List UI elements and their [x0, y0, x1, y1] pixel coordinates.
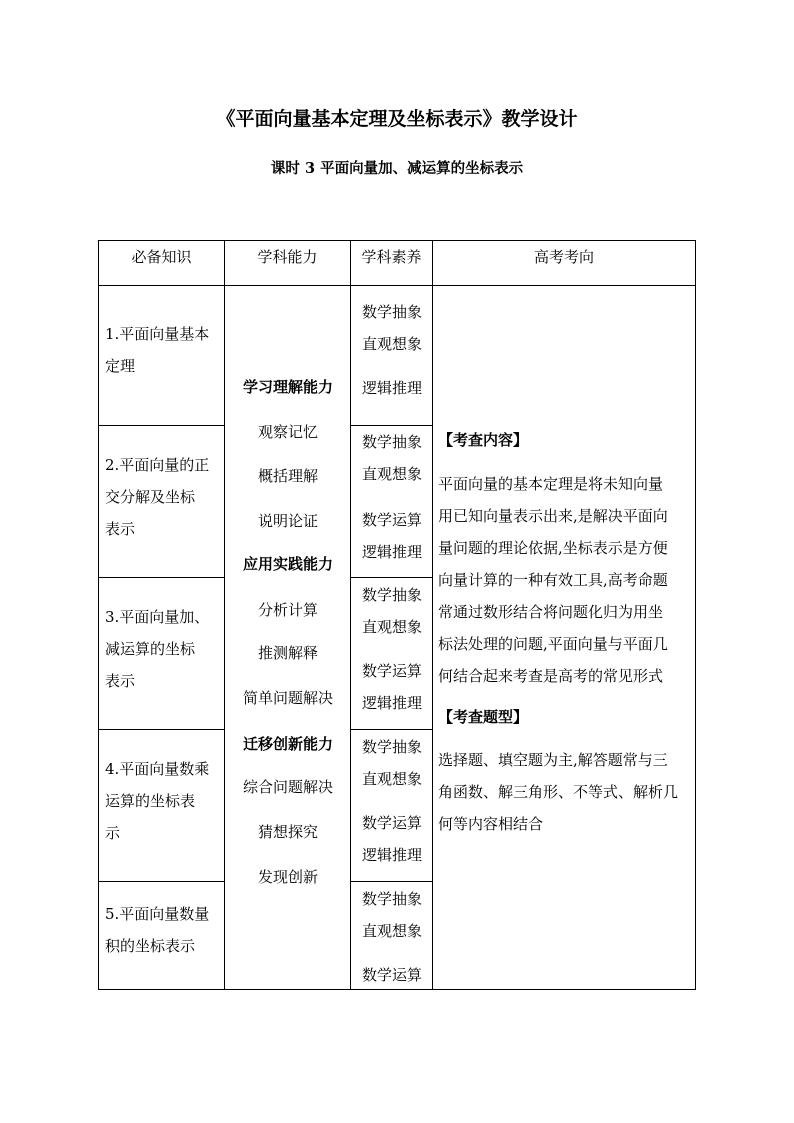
- ability-item: 概括理解: [257, 467, 318, 485]
- lesson-subtitle: 课时 3 平面向量加、减运算的坐标表示: [270, 160, 524, 177]
- knowledge-row-divider: [98, 881, 225, 882]
- exam-type-text: [438, 744, 692, 840]
- exam-type-line: 何等内容相结合: [438, 815, 544, 833]
- exam-type-heading: 【考查题型】: [438, 708, 529, 726]
- ability-item: 分析计算: [257, 601, 318, 619]
- exam-content-line: 量问题的理论依据,坐标表示是方便: [438, 539, 668, 557]
- ability-item: 推测解释: [257, 644, 318, 662]
- knowledge-line: 定理: [105, 357, 136, 375]
- literacy-item: 数学运算: [361, 814, 422, 832]
- exam-content-line: 常通过数形结合将问题化归为用坐: [438, 603, 664, 621]
- knowledge-line: 5.平面向量数量: [105, 905, 210, 923]
- literacy-item: 数学运算: [361, 966, 422, 984]
- ability-item: 发现创新: [257, 868, 318, 886]
- document-title: 《平面向量基本定理及坐标表示》教学设计: [216, 108, 578, 130]
- ability-item: 迁移创新能力: [242, 735, 333, 753]
- knowledge-line: 示: [105, 824, 121, 842]
- knowledge-line: 交分解及坐标: [105, 488, 196, 506]
- literacy-item: 数学抽象: [361, 586, 422, 604]
- knowledge-line: 运算的坐标表: [105, 792, 196, 810]
- exam-content-line: 用已知向量表示出来,是解决平面向: [438, 507, 668, 525]
- exam-type-line: 角函数、解三角形、不等式、解析几: [438, 783, 679, 801]
- literacy-row-divider: [350, 425, 433, 426]
- knowledge-line: 表示: [105, 672, 136, 690]
- ability-item: 学习理解能力: [242, 378, 333, 396]
- knowledge-line: 减运算的坐标: [105, 640, 196, 658]
- table-border-top: [98, 240, 696, 241]
- table-border-right: [695, 240, 696, 990]
- header-literacy: 学科素养: [361, 248, 422, 266]
- knowledge-line: 表示: [105, 520, 136, 538]
- exam-type-line: 选择题、填空题为主,解答题常与三: [438, 751, 668, 769]
- literacy-item: 逻辑推理: [361, 846, 422, 864]
- literacy-item: 逻辑推理: [361, 694, 422, 712]
- knowledge-row-divider: [98, 577, 225, 578]
- ability-item: 综合问题解决: [242, 778, 333, 796]
- literacy-item: 直观想象: [361, 465, 422, 483]
- exam-content-heading: 【考查内容】: [438, 431, 529, 449]
- knowledge-line: 3.平面向量加、: [105, 608, 210, 626]
- column-divider-3: [432, 240, 433, 990]
- literacy-item: 数学运算: [361, 511, 422, 529]
- header-knowledge: 必备知识: [131, 248, 192, 266]
- literacy-item: 直观想象: [361, 335, 422, 353]
- literacy-item: 直观想象: [361, 618, 422, 636]
- knowledge-line: 4.平面向量数乘: [105, 760, 210, 778]
- table-border-bottom: [98, 989, 696, 990]
- literacy-item: 逻辑推理: [361, 379, 422, 397]
- header-exam: 高考考向: [533, 248, 594, 266]
- literacy-item: 数学抽象: [361, 433, 422, 451]
- ability-item: 猜想探究: [257, 823, 318, 841]
- column-divider-2: [350, 240, 351, 990]
- column-divider-1: [224, 240, 225, 990]
- knowledge-item-1: [105, 318, 219, 382]
- exam-content-line: 向量计算的一种有效工具,高考命题: [438, 571, 668, 589]
- knowledge-item-5: [105, 898, 219, 962]
- knowledge-row-divider: [98, 425, 225, 426]
- exam-content-line: 何结合起来考查是高考的常见形式: [438, 667, 664, 685]
- ability-item: 观察记忆: [257, 423, 318, 441]
- literacy-item: 数学抽象: [361, 738, 422, 756]
- ability-item: 说明论证: [257, 512, 318, 530]
- literacy-row-divider: [350, 881, 433, 882]
- exam-content-text: [438, 468, 692, 692]
- ability-item: 应用实践能力: [242, 555, 333, 573]
- knowledge-line: 1.平面向量基本: [105, 325, 210, 343]
- knowledge-row-divider: [98, 729, 225, 730]
- knowledge-item-2: [105, 449, 219, 545]
- literacy-row-divider: [350, 577, 433, 578]
- literacy-item: 逻辑推理: [361, 543, 422, 561]
- literacy-item: 直观想象: [361, 770, 422, 788]
- literacy-row-divider: [350, 729, 433, 730]
- exam-content-line: 标法处理的问题,平面向量与平面几: [438, 635, 668, 653]
- knowledge-line: 2.平面向量的正: [105, 456, 210, 474]
- header-ability: 学科能力: [257, 248, 318, 266]
- ability-item: 简单问题解决: [242, 689, 333, 707]
- knowledge-item-4: [105, 753, 219, 849]
- table-border-left: [98, 240, 99, 990]
- header-divider: [98, 285, 696, 286]
- exam-content-line: 平面向量的基本定理是将未知向量: [438, 475, 664, 493]
- literacy-item: 数学抽象: [361, 890, 422, 908]
- literacy-item: 数学运算: [361, 662, 422, 680]
- knowledge-item-3: [105, 601, 219, 697]
- literacy-item: 数学抽象: [361, 303, 422, 321]
- knowledge-line: 积的坐标表示: [105, 937, 196, 955]
- literacy-item: 直观想象: [361, 922, 422, 940]
